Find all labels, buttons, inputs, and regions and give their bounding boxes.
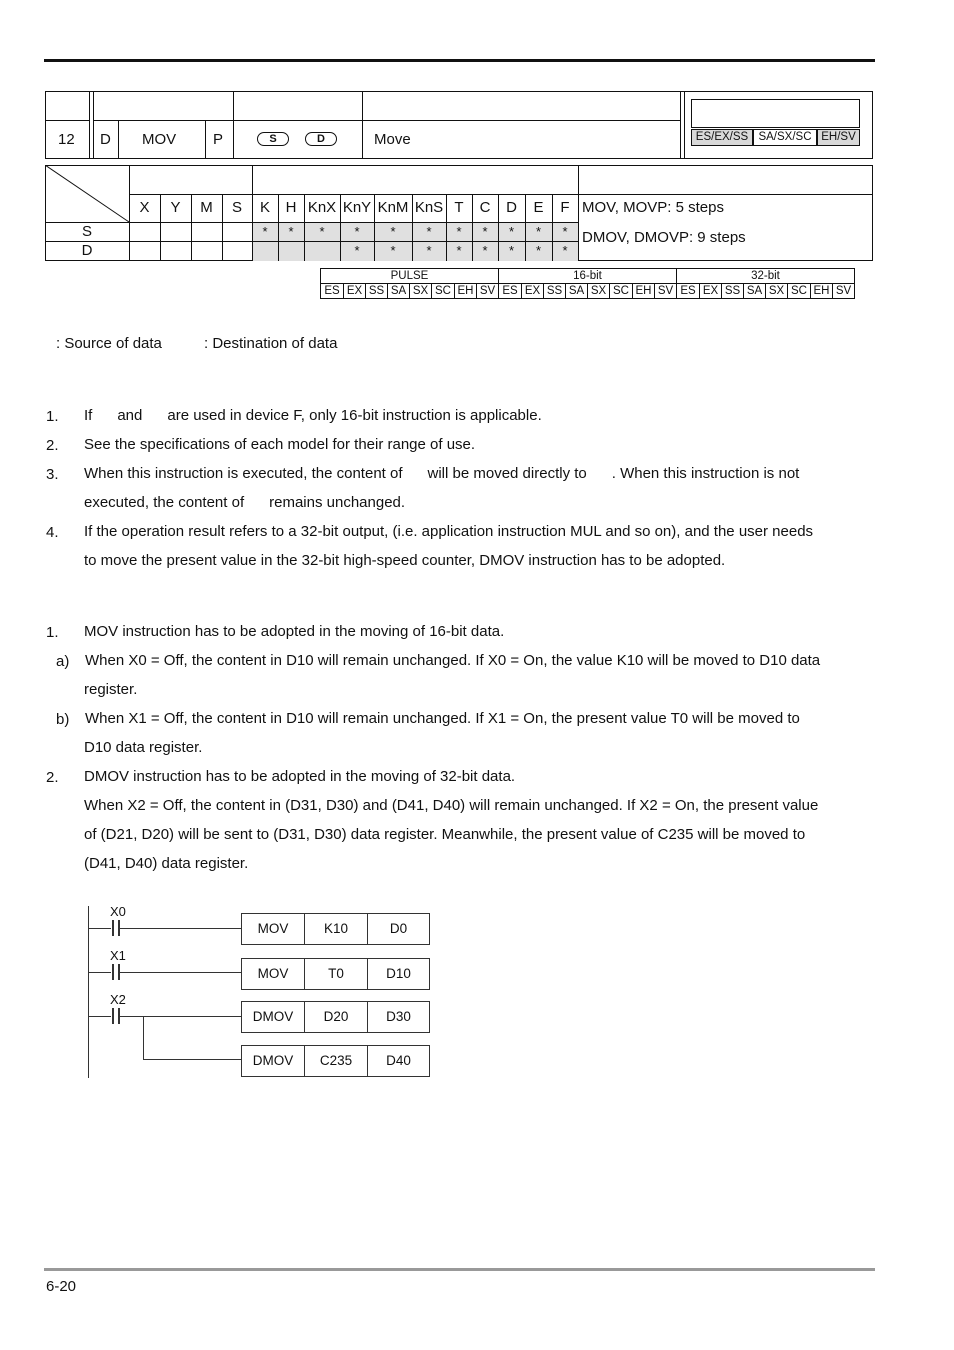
instruction-src: K10	[323, 921, 349, 936]
rung-wire	[89, 1016, 111, 1017]
operand-mark: *	[426, 243, 432, 258]
column-header: S	[231, 199, 242, 216]
column-header: H	[285, 199, 297, 216]
api-number: 12	[58, 131, 75, 148]
function-name: Move	[374, 131, 411, 148]
pulse-model-cell: EH	[455, 284, 477, 299]
instruction-dst: D10	[386, 966, 411, 981]
contact-bar-left	[112, 964, 114, 980]
rung-wire	[120, 972, 242, 973]
operand-mark: *	[482, 243, 488, 258]
rung-wire	[120, 1016, 242, 1017]
instruction-dst: D0	[389, 921, 408, 936]
steps-32bit: DMOV, DMOVP: 9 steps	[582, 229, 746, 246]
list-number: 2.	[46, 437, 59, 454]
pulse-model-cell: EX	[344, 284, 366, 299]
pulse-model-cell: SS	[544, 284, 566, 299]
pulse-model-cell: ES	[499, 284, 522, 299]
list-number: 4.	[46, 524, 59, 541]
list-text: of (D21, D20) will be sent to (D31, D30) data register. Meanwhile, the present value of C235 will be moved to	[84, 826, 806, 843]
instruction-src: C235	[319, 1053, 353, 1068]
contact-bar-left	[112, 920, 114, 936]
instruction-op: MOV	[257, 921, 289, 936]
operand-mark: *	[562, 224, 568, 239]
operand-mark: *	[390, 224, 396, 239]
pulse-model-cell: EX	[522, 284, 544, 299]
column-header: X	[139, 199, 150, 216]
list-text: register.	[84, 681, 138, 698]
column-header: F	[560, 199, 570, 216]
instruction-src: D20	[323, 1009, 349, 1024]
rung-wire	[89, 972, 111, 973]
pulse-model-cell: SX	[766, 284, 788, 299]
operand-mark: *	[508, 224, 515, 239]
list-text: DMOV instruction has to be adopted in the moving of 32-bit data.	[84, 768, 516, 785]
list-number: 1.	[46, 408, 59, 425]
legend-destination: : Destination of data	[204, 335, 338, 352]
operand-mark: *	[262, 224, 268, 239]
rung-wire	[89, 928, 111, 929]
rung-wire	[120, 928, 242, 929]
list-text: When X1 = Off, the content in D10 will remain unchanged. If X1 = On, the present value T0 will be moved to	[85, 710, 800, 727]
list-text: If and are used in device F, only 16-bit instruction is applicable.	[84, 407, 542, 424]
list-number: 3.	[46, 466, 59, 483]
operand-mark: *	[535, 243, 542, 258]
operand-s-oval: S	[257, 132, 289, 146]
shaded-cell	[253, 242, 278, 261]
list-text: D10 data register.	[84, 739, 203, 756]
column-header: D	[506, 199, 517, 216]
list-text: When this instruction is executed, the content of will be moved directly to . When this instruction is not	[84, 465, 800, 482]
row-label: D	[81, 242, 93, 259]
operand-d-oval: D	[305, 132, 337, 146]
pulse-model-cell: ES	[677, 284, 700, 299]
power-rail	[88, 906, 89, 1078]
pulse-model-cell: SV	[833, 284, 855, 299]
pulse-model-cell: SC	[788, 284, 811, 299]
contact-label: X1	[110, 948, 126, 963]
column-header: KnM	[377, 199, 409, 216]
instruction-op: DMOV	[252, 1009, 294, 1024]
pulse-group-header: PULSE	[321, 269, 499, 284]
operand-mark: *	[456, 243, 462, 258]
branch-wire	[143, 1059, 242, 1060]
operand-mark: *	[354, 224, 360, 239]
instruction-src: T0	[328, 966, 344, 981]
pulse-model-cell: SV	[655, 284, 677, 299]
instruction-dst: D30	[386, 1009, 411, 1024]
page-number: 6-20	[46, 1278, 77, 1295]
column-header: Y	[170, 199, 181, 216]
operand-mark: *	[390, 243, 396, 258]
shaded-cell	[305, 242, 340, 261]
diagonal-header-cell	[45, 165, 129, 222]
list-text: executed, the content of remains unchanged.	[84, 494, 406, 511]
list-text: See the specifications of each model for their range of use.	[84, 436, 476, 453]
operand-mark: *	[456, 224, 462, 239]
shaded-cell	[279, 242, 304, 261]
pulse-model-cell: SA	[566, 284, 588, 299]
contact-bar-left	[112, 1008, 114, 1024]
bottom-rule	[44, 1268, 875, 1271]
row-label: S	[81, 223, 92, 240]
list-text: (D41, D40) data register.	[84, 855, 249, 872]
list-text: When X2 = Off, the content in (D31, D30) and (D41, D40) will remain unchanged. If X2 = On, the present value	[84, 797, 819, 814]
model-tag-es: ES/EX/SS	[691, 129, 753, 146]
pulse-model-cell: EX	[700, 284, 722, 299]
prefix-d: D	[100, 131, 111, 148]
mnemonic: MOV	[142, 131, 177, 148]
operand-mark: *	[535, 224, 542, 239]
pulse-model-cell: EH	[811, 284, 833, 299]
column-header: M	[200, 199, 213, 216]
list-text: to move the present value in the 32-bit high-speed counter, DMOV instruction has to be adopted.	[84, 552, 726, 569]
suffix-p: P	[213, 131, 224, 148]
column-header: KnX	[307, 199, 337, 216]
pulse-model-cell: SS	[722, 284, 744, 299]
list-text: MOV instruction has to be adopted in the moving of 16-bit data.	[84, 623, 505, 640]
legend-source: : Source of data	[56, 335, 162, 352]
list-text: When X0 = Off, the content in D10 will remain unchanged. If X0 = On, the value K10 will be moved to D10 data	[85, 652, 821, 669]
operand-mark: *	[482, 224, 488, 239]
pulse-model-cell: ES	[321, 284, 344, 299]
pulse-model-cell: SA	[744, 284, 766, 299]
pulse-group-header: 32-bit	[677, 269, 855, 284]
list-number: b)	[56, 711, 70, 728]
grid-line	[578, 165, 579, 261]
pulse-model-cell: SC	[610, 284, 633, 299]
model-tag-sa: SA/SX/SC	[753, 129, 817, 146]
operand-mark: *	[319, 224, 325, 239]
pulse-model-cell: SC	[432, 284, 455, 299]
column-header: E	[533, 199, 544, 216]
instruction-op: MOV	[257, 966, 289, 981]
pulse-model-cell: SX	[410, 284, 432, 299]
pulse-model-cell: SV	[477, 284, 499, 299]
branch-wire	[143, 1016, 144, 1060]
operand-mark: *	[426, 224, 432, 239]
column-header: KnS	[414, 199, 444, 216]
model-box	[691, 99, 860, 128]
contact-label: X0	[110, 904, 126, 919]
operand-mark: *	[288, 224, 294, 239]
pulse-group-header: 16-bit	[499, 269, 677, 284]
operand-mark: *	[508, 243, 515, 258]
list-number: 1.	[46, 624, 59, 641]
pulse-model-cell: SS	[366, 284, 388, 299]
top-rule	[44, 59, 875, 62]
instruction-dst: D40	[386, 1053, 411, 1068]
column-header: K	[259, 199, 270, 216]
steps-16bit: MOV, MOVP: 5 steps	[582, 199, 724, 216]
pulse-table	[320, 268, 855, 299]
pulse-model-cell: SX	[588, 284, 610, 299]
column-header: KnY	[342, 199, 372, 216]
pulse-model-cell: SA	[388, 284, 410, 299]
operand-mark: *	[562, 243, 568, 258]
column-header: C	[479, 199, 491, 216]
column-header: T	[454, 199, 464, 216]
list-number: a)	[56, 653, 70, 670]
model-tag-eh: EH/SV	[817, 129, 860, 146]
contact-label: X2	[110, 992, 126, 1007]
operand-mark: *	[354, 243, 360, 258]
list-number: 2.	[46, 769, 59, 786]
list-text: If the operation result refers to a 32-bit output, (i.e. application instruction MUL and so on), and the user needs	[84, 523, 814, 540]
instruction-op: DMOV	[252, 1053, 294, 1068]
pulse-model-cell: EH	[633, 284, 655, 299]
